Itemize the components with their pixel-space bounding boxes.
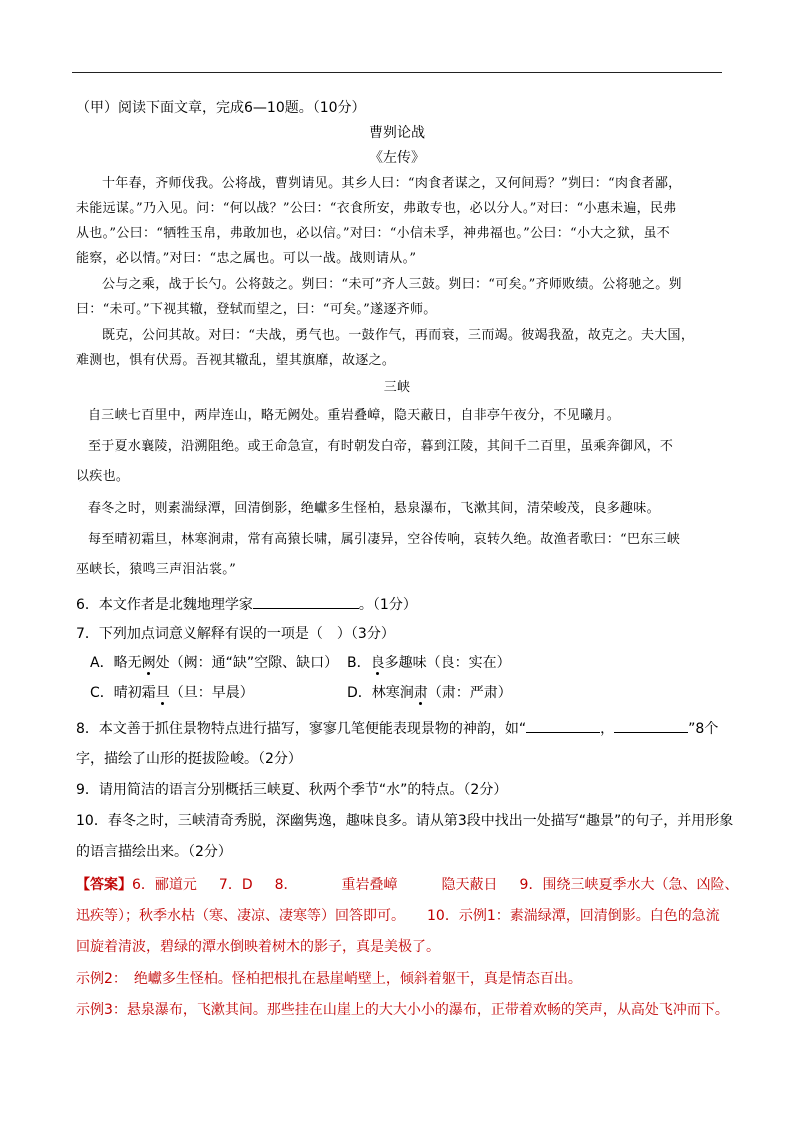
question-8: 8．本文善于抓住景物特点进行描写，寥寥几笔便能表现景物的神韵，如“ ， ”8个 <box>76 718 724 739</box>
section-intro: （甲）阅读下面文章，完成6—10题。（10分） <box>76 100 366 116</box>
option-a: A．略无阙处（阙：通“缺”空隙、缺口） <box>90 655 339 671</box>
answer-example-3: 示例3：悬泉瀑布，飞漱其间。那些挂在山崖上的大大小小的瀑布，正带着欢畅的笑声，从高处飞冲而下。 <box>76 1002 729 1018</box>
answer-block-cont: 迅疾等）；秋季水枯（寒、凄凉、凄寒等）回答即可。 10．示例1：素湍绿潭，回清倒影。白色的急流 <box>76 908 720 924</box>
option-b: B．良多趣味（良：实在） <box>347 655 511 671</box>
answer-block-cont: 回旋着清波，碧绿的潭水倒映着树木的影子，真是美极了。 <box>76 939 440 955</box>
answer-blank[interactable] <box>614 718 688 733</box>
passage1-line: 十年春，齐师伐我。公将战，曹刿请见。其乡人曰：“肉食者谋之，又何间焉？”刿曰：“肉食者鄙， <box>102 176 682 191</box>
passage1-line: 未能远谋。”乃入见。问：“何以战？”公曰：“衣食所安，弗敢专也，必以分人。”对曰：“小惠未遍，民弗 <box>76 201 677 216</box>
passage-title-2: 三峡 <box>383 380 411 395</box>
answer-label: 【答案】 <box>76 877 132 893</box>
answer-blank[interactable] <box>526 718 600 733</box>
passage-title-1: 曹刿论战 <box>369 125 425 141</box>
passage1-line: 难测也，惧有伏焉。吾视其辙乱，望其旗靡，故逐之。 <box>76 353 396 368</box>
answer-example-2: 示例2： 绝巘多生怪柏。怪柏把根扎在悬崖峭壁上，倾斜着躯干，真是情态百出。 <box>76 971 582 987</box>
passage1-line: 公与之乘，战于长勺。公将鼓之。刿曰：“未可”齐人三鼓。刿曰：“可矣。”齐师败绩。公将驰之。刿 <box>102 277 682 292</box>
passage2-line: 每至晴初霜旦，林寒涧肃，常有高猿长啸，属引凄异，空谷传响，哀转久绝。故渔者歌曰：“巴东三峡 <box>88 532 681 547</box>
passage2-line: 春冬之时，则素湍绿潭，回清倒影，绝巘多生怪柏，悬泉瀑布，飞漱其间，清荣峻茂，良多趣味。 <box>88 501 660 516</box>
header-rule <box>72 72 722 73</box>
passage2-line: 自三峡七百里中，两岸连山，略无阙处。重岩叠嶂，隐天蔽日，自非亭午夜分，不见曦月。 <box>88 408 621 423</box>
passage2-line: 以疾也。 <box>76 469 130 484</box>
passage1-line: 既克，公问其故。对曰：“夫战，勇气也。一鼓作气，再而衰，三而竭。彼竭我盈，故克之。夫大国， <box>102 328 695 343</box>
question-10: 10．春冬之时，三峡清奇秀脱，深幽隽逸，趣味良多。请从第3段中找出一处描写“趣景”的句子，并用形象 <box>76 813 734 829</box>
passage1-line: 曰：“未可。”下视其辙，登轼而望之，曰：“可矣。”遂逐齐师。 <box>76 302 437 317</box>
question-10-cont: 的语言描绘出来。（2分） <box>76 844 232 860</box>
question-7-options-row-2 <box>90 683 690 703</box>
option-d: D．林寒涧肃（肃：严肃） <box>347 685 512 701</box>
question-7-options-row-1 <box>90 653 690 673</box>
passage1-line: 能察，必以情。”对曰：“忠之属也。可以一战。战则请从。” <box>76 251 417 266</box>
question-9: 9．请用简洁的语言分别概括三峡夏、秋两个季节“水”的特点。（2分） <box>76 782 508 798</box>
passage2-line: 至于夏水襄陵，沿溯阻绝。或王命急宣，有时朝发白帝，暮到江陵，其间千二百里，虽乘奔御风，不 <box>88 439 674 454</box>
answer-block: 【答案】6．郦道元 7．D 8． 重岩叠嶂 隐天蔽日 9．围绕三峡夏季水大（急、凶险、 <box>76 877 739 893</box>
passage1-line: 从也。”公曰：“牺牲玉帛，弗敢加也，必以信。”对曰：“小信未孚，神弗福也。”公曰：“小大之狱，虽不 <box>76 226 671 241</box>
question-6-text: 6．本文作者是北魏地理学家 <box>76 597 253 613</box>
passage2-line: 巫峡长，猿鸣三声泪沾裳。” <box>76 562 237 577</box>
question-8-text: 8．本文善于抓住景物特点进行描写，寥寥几笔便能表现景物的神韵，如“ <box>76 721 527 737</box>
question-6-score: 。（1分） <box>358 597 417 613</box>
answer-blank[interactable] <box>253 594 359 609</box>
question-8-cont: 字，描绘了山形的挺拔险峻。（2分） <box>76 751 302 767</box>
passage-source-1: 《左传》 <box>369 150 425 166</box>
question-6 <box>76 594 724 615</box>
option-c: C．晴初霜旦（旦：早晨） <box>90 685 254 701</box>
question-7: 7．下列加点词意义解释有误的一项是（ ）（3分） <box>76 626 395 642</box>
